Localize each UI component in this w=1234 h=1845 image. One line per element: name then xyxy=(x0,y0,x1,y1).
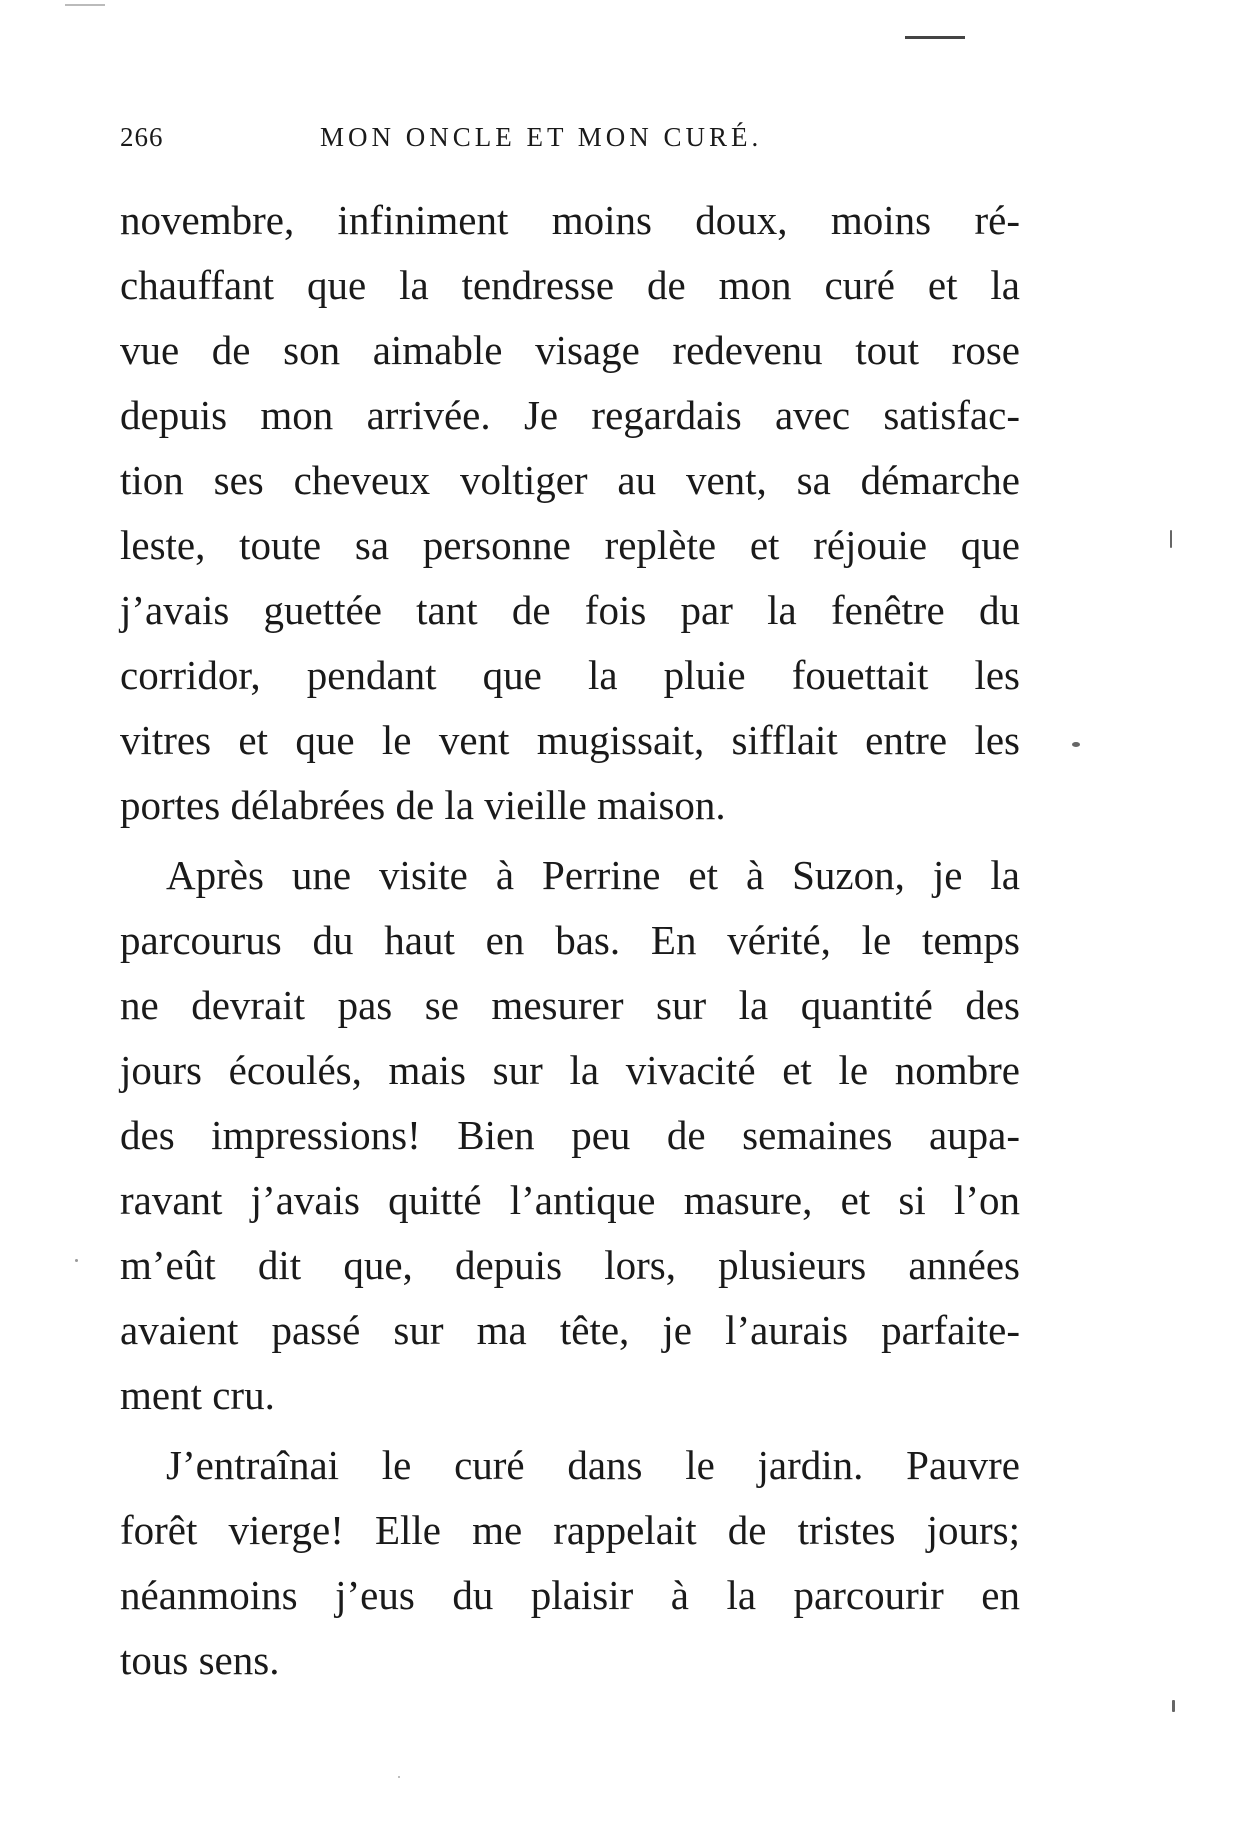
scan-smudge xyxy=(65,4,105,6)
scan-smudge xyxy=(905,36,965,39)
text-line: depuis mon arrivée. Je regardais avec satisfac- xyxy=(120,392,1020,438)
text-line: ment cru. xyxy=(120,1372,275,1418)
text-line: ne devrait pas se mesurer sur la quantité des xyxy=(120,982,1020,1028)
scan-speck xyxy=(1172,1700,1175,1712)
body-text xyxy=(120,188,1020,1693)
text-line: jours écoulés, mais sur la vivacité et le nombre xyxy=(120,1047,1020,1093)
text-line: ravant j’avais quitté l’antique masure, et si l’on xyxy=(120,1177,1020,1223)
text-line: vitres et que le vent mugissait, sifflait entre les xyxy=(120,717,1020,763)
text-line: leste, toute sa personne replète et réjouie que xyxy=(120,522,1020,568)
text-line: j’avais guettée tant de fois par la fenêtre du xyxy=(120,587,1020,633)
text-line: Après une visite à Perrine et à Suzon, je la xyxy=(166,852,1020,898)
scan-speck xyxy=(1072,742,1080,747)
text-line: vue de son aimable visage redevenu tout rose xyxy=(120,327,1020,373)
text-line: novembre, infiniment moins doux, moins ré- xyxy=(120,197,1020,243)
text-line: chauffant que la tendresse de mon curé et la xyxy=(120,262,1020,308)
running-title: MON ONCLE ET MON CURÉ. xyxy=(320,122,763,152)
text-line: parcourus du haut en bas. En vérité, le temps xyxy=(120,917,1020,963)
text-line: portes délabrées de la vieille maison. xyxy=(120,782,726,828)
text-line: néanmoins j’eus du plaisir à la parcourir en xyxy=(120,1572,1020,1618)
text-line: corridor, pendant que la pluie fouettait les xyxy=(120,652,1020,698)
scan-speck xyxy=(75,1259,78,1262)
text-line: m’eût dit que, depuis lors, plusieurs années xyxy=(120,1242,1020,1288)
page-number: 266 xyxy=(120,122,164,152)
scan-speck xyxy=(398,1776,400,1778)
text-line: forêt vierge! Elle me rappelait de tristes jours; xyxy=(120,1507,1020,1553)
text-line: J’entraînai le curé dans le jardin. Pauvre xyxy=(166,1442,1020,1488)
text-line: avaient passé sur ma tête, je l’aurais parfaite- xyxy=(120,1307,1020,1353)
page-header xyxy=(120,122,1020,162)
text-line: tous sens. xyxy=(120,1637,280,1683)
scan-speck xyxy=(1170,530,1172,548)
text-line: tion ses cheveux voltiger au vent, sa démarche xyxy=(120,457,1020,503)
text-line: des impressions! Bien peu de semaines aupa- xyxy=(120,1112,1020,1158)
